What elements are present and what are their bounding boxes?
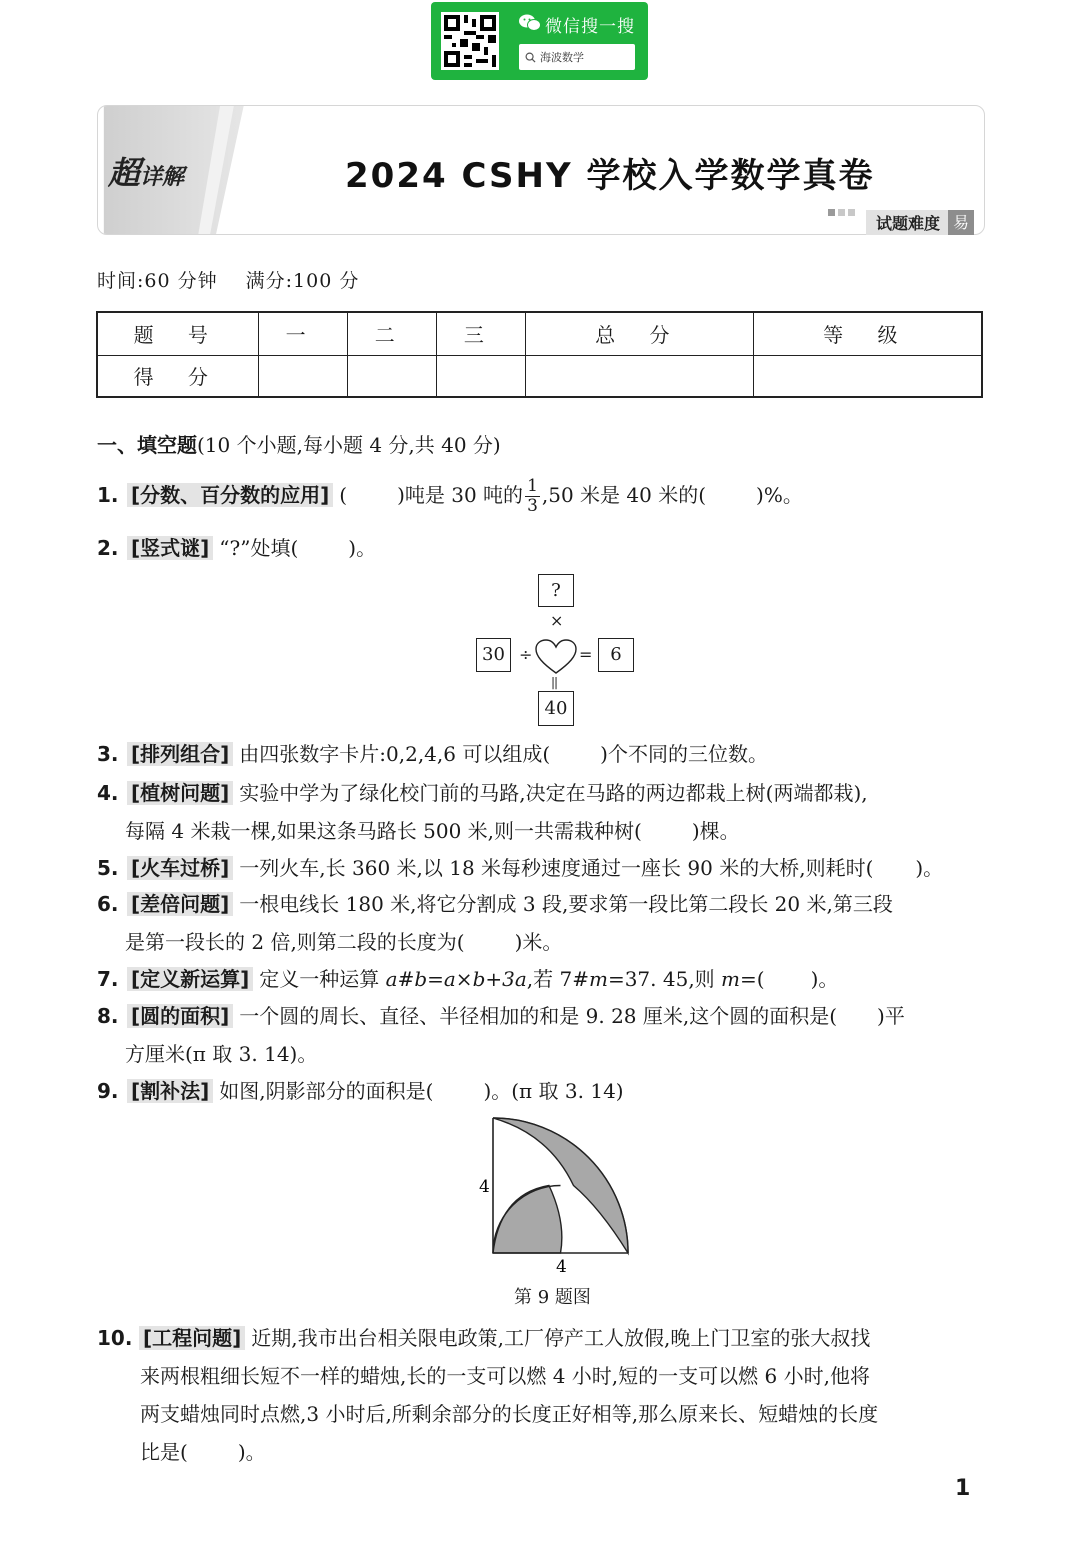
question-text: 两支蜡烛同时点燃,3 小时后,所剩余部分的长度正好相等,那么原来长、短蜡烛的长度 (140, 1402, 879, 1426)
question-number: 9. (97, 1079, 119, 1103)
question-tag: [定义新运算] (127, 967, 253, 991)
question-text: )。 (915, 856, 944, 880)
question-text: =37. 45,则 (607, 967, 722, 991)
equals-sign: = (579, 645, 593, 664)
score-cell[interactable] (258, 355, 347, 397)
difficulty-level: 易 (948, 210, 974, 235)
question-tag: [火车过桥] (127, 856, 233, 880)
question-number: 4. (97, 781, 119, 805)
question-text: “?”处填( (219, 536, 299, 560)
fraction (525, 477, 540, 516)
question-number: 7. (97, 967, 119, 991)
score-header-cell: 总 分 (525, 312, 753, 355)
question-text: 一列火车,长 360 米,以 18 米每秒速度通过一座长 90 米的大桥,则耗时( (239, 856, 874, 880)
section-heading (97, 429, 501, 458)
logo-small: 详解 (140, 165, 185, 190)
wechat-logo-icon (519, 14, 541, 32)
score-cell[interactable] (525, 355, 753, 397)
page-title: 2024 CSHY 学校入学数学真卷 (345, 156, 875, 196)
score-header-cell: 等 级 (753, 312, 982, 355)
score-header-cell: 二 (347, 312, 436, 355)
question-tag: [分数、百分数的应用] (127, 483, 333, 507)
question-tag: [圆的面积] (127, 1004, 233, 1028)
question-1 (97, 476, 985, 516)
score-header-cell: 题 号 (97, 312, 258, 355)
question-text: 方厘米(π 取 3. 14)。 (125, 1042, 318, 1066)
logo (108, 148, 184, 194)
question-tag: [差倍问题] (127, 892, 233, 916)
score-table-score-row (97, 355, 982, 397)
times-sign: × (550, 611, 564, 630)
question-text: 比是( (140, 1440, 188, 1464)
question-number: 1. (97, 483, 119, 507)
puzzle-left-box: 30 (476, 638, 511, 672)
qr-code-icon (441, 12, 499, 70)
question-continuation (97, 1357, 985, 1395)
question-text: )。 (237, 1440, 266, 1464)
side-label: 4 (479, 1177, 490, 1197)
wechat-search-badge[interactable] (431, 2, 648, 80)
puzzle-bottom-box: 40 (538, 691, 574, 726)
question-text: )吨是 30 吨的 (397, 483, 524, 507)
difficulty-squares (828, 209, 855, 216)
question-text: )米。 (514, 930, 563, 954)
puzzle-right-box: 6 (598, 638, 634, 672)
heart-icon (534, 638, 578, 676)
question-text: 一个圆的周长、直径、半径相加的和是 9. 28 厘米,这个圆的面积是( (239, 1004, 838, 1028)
page-number: 1 (955, 1476, 971, 1501)
wechat-title: 微信搜一搜 (545, 17, 635, 37)
score-table (96, 311, 983, 398)
exam-time: 时间:60 分钟 (97, 270, 218, 292)
section-note: (10 个小题,每小题 4 分,共 40 分) (197, 433, 501, 457)
question-text: ,50 米是 40 米的( (541, 483, 707, 507)
vertical-equals-sign: || (551, 675, 558, 689)
question-tag: [竖式谜] (127, 536, 213, 560)
question-text: 每隔 4 米栽一棵,如果这条马路长 500 米,则一共需栽种树( (125, 819, 642, 843)
figure-caption: 第 9 题图 (514, 1287, 591, 1308)
exam-meta (97, 266, 359, 293)
question-continuation (97, 1395, 985, 1433)
puzzle-top-box: ? (538, 574, 574, 607)
section-title: 一、填空题 (97, 433, 197, 457)
question-text: ( (339, 483, 348, 507)
question-tag: [排列组合] (127, 742, 233, 766)
difficulty-badge (866, 210, 974, 235)
score-row-label: 得 分 (97, 355, 258, 397)
wechat-search-box[interactable] (519, 44, 635, 70)
question-8 (97, 997, 985, 1073)
question-9 (97, 1072, 985, 1110)
question-number: 10. (97, 1326, 133, 1350)
question-continuation (97, 923, 985, 961)
question-text: )个不同的三位数。 (600, 742, 768, 766)
question-text: )。 (810, 967, 839, 991)
question-tag: [工程问题] (139, 1326, 245, 1350)
score-header-cell: 三 (436, 312, 525, 355)
score-cell[interactable] (436, 355, 525, 397)
question-10 (97, 1319, 985, 1471)
fraction-numerator: 1 (527, 476, 538, 496)
question-text: 近期,我市出台相关限电政策,工厂停产工人放假,晚上门卫室的张大叔找 (251, 1326, 871, 1350)
question-tag: [植树问题] (127, 781, 233, 805)
question-number: 5. (97, 856, 119, 880)
question-text: )。 (348, 536, 377, 560)
difficulty-label: 试题难度 (876, 214, 941, 233)
score-header-cell: 一 (258, 312, 347, 355)
question-text: )。(π 取 3. 14) (483, 1079, 624, 1103)
bottom-label: 4 (556, 1257, 567, 1277)
shaded-region-lower (493, 1186, 562, 1254)
question-text: 一根电线长 180 米,将它分割成 3 段,要求第一段比第二段长 20 米,第三段 (239, 892, 893, 916)
exam-full-score: 满分:100 分 (245, 270, 360, 292)
question-text: =( (740, 967, 765, 991)
question-continuation (97, 1035, 985, 1073)
question-tag: [割补法] (127, 1079, 213, 1103)
question-number: 8. (97, 1004, 119, 1028)
score-cell[interactable] (347, 355, 436, 397)
question-continuation (97, 1433, 985, 1471)
question-number: 6. (97, 892, 119, 916)
question-2 (97, 529, 985, 567)
divide-sign: ÷ (519, 645, 533, 664)
variable: m (721, 967, 741, 991)
question-text: )棵。 (691, 819, 740, 843)
logo-big: 超 (108, 154, 139, 192)
question-6 (97, 885, 985, 961)
question-text: ,若 7# (526, 967, 589, 991)
search-icon (525, 52, 536, 63)
score-cell[interactable] (753, 355, 982, 397)
score-table-header-row (97, 312, 982, 355)
question-4 (97, 774, 985, 850)
question-text: 来两根粗细长短不一样的蜡烛,长的一支可以燃 4 小时,短的一支可以燃 6 小时,他将 (140, 1364, 870, 1388)
question-3 (97, 735, 985, 773)
wechat-search-text: 海波数学 (540, 51, 584, 64)
question-text: )%。 (756, 483, 803, 507)
question-5 (97, 849, 985, 887)
fraction-denominator: 3 (527, 496, 538, 516)
question-continuation (97, 812, 985, 850)
question-text: 由四张数字卡片:0,2,4,6 可以组成( (239, 742, 551, 766)
vertical-puzzle-diagram (470, 571, 640, 731)
figure-9-diagram (476, 1112, 636, 1277)
variable: m (588, 967, 608, 991)
question-number: 3. (97, 742, 119, 766)
question-text: 如图,阴影部分的面积是( (219, 1079, 434, 1103)
question-text: 定义一种运算 (259, 967, 386, 991)
question-text: 是第一段长的 2 倍,则第二段的长度为( (125, 930, 465, 954)
question-7 (97, 960, 985, 998)
question-text: )平 (877, 1004, 905, 1028)
question-text: 实验中学为了绿化校门前的马路,决定在马路的两边都栽上树(两端都栽), (239, 781, 868, 805)
question-number: 2. (97, 536, 119, 560)
formula: a#b=a×b+3a (385, 967, 527, 991)
